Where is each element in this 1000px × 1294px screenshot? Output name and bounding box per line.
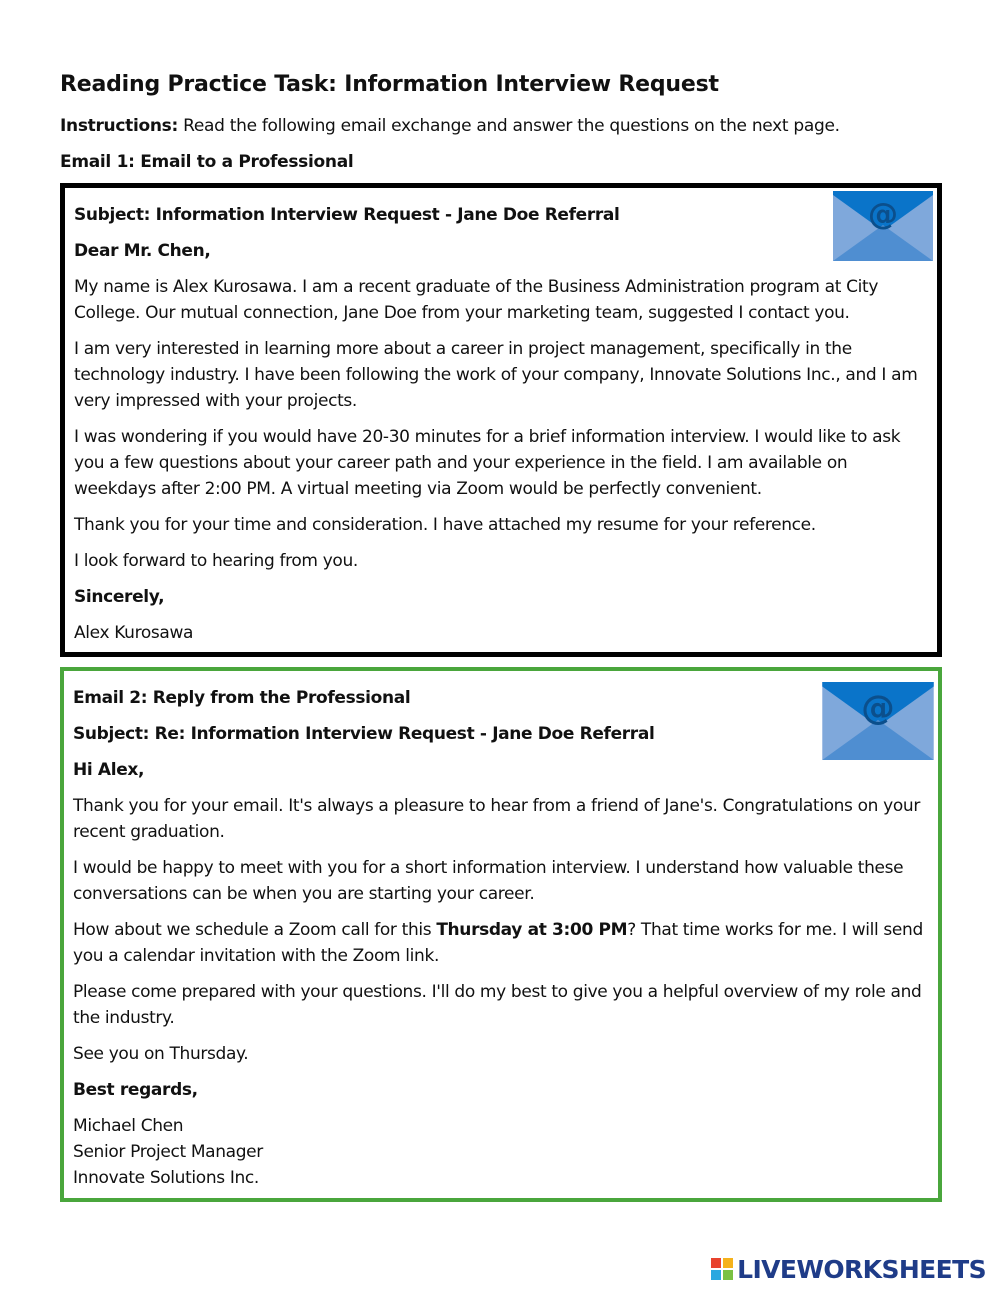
meeting-time: Thursday at 3:00 PM (436, 920, 628, 940)
email2-paragraph3-after: ? That time works for me. I will send you a calendar invitation with the Zoom link. (73, 920, 923, 966)
email-envelope-icon (833, 191, 933, 261)
email2-subject: Subject: Re: Information Interview Request - Jane Doe Referral (73, 724, 655, 744)
email-envelope-icon (822, 682, 934, 760)
svg-text:@: @ (868, 197, 898, 232)
email2-heading: Email 2: Reply from the Professional (73, 688, 411, 708)
signature-company: Innovate Solutions Inc. (73, 1168, 259, 1188)
email1-paragraph: I look forward to hearing from you. (74, 551, 358, 571)
email1-signature: Alex Kurosawa (74, 623, 194, 643)
email1-subject: Subject: Information Interview Request - Jane Doe Referral (74, 205, 620, 225)
liveworksheets-brand: LIVEWORKSHEETS (737, 1254, 986, 1284)
svg-text:@: @ (861, 687, 895, 727)
instructions (60, 116, 840, 136)
email2-closing: Best regards, (73, 1080, 198, 1100)
signature-title: Senior Project Manager (73, 1142, 263, 1162)
email1-paragraph: Thank you for your time and consideration. I have attached my resume for your reference. (74, 515, 816, 535)
email2-paragraph3-before: How about we schedule a Zoom call for this (73, 920, 437, 940)
email1-paragraph: I was wondering if you would have 20-30 minutes for a brief information interview. I would like to ask you a few questions about your career path and your experience in the field. I am available on weekdays after 2:00 PM. A virtual meeting via Zoom would be perfectly convenient. (74, 427, 901, 499)
email2-box (60, 667, 942, 1202)
email2-signature (73, 1113, 929, 1191)
email2-paragraph: Please come prepared with your questions. I'll do my best to give you a helpful overview of my role and the industry. (73, 982, 922, 1028)
signature-name: Michael Chen (73, 1116, 184, 1136)
email2-greeting: Hi Alex, (73, 760, 145, 780)
instructions-label: Instructions: (60, 116, 178, 136)
email2-paragraph (73, 917, 929, 969)
page-title: Reading Practice Task: Information Interview Request (60, 72, 719, 97)
email2-paragraph: Thank you for your email. It's always a pleasure to hear from a friend of Jane's. Congratulations on your recent graduation. (73, 796, 920, 842)
email1-heading: Email 1: Email to a Professional (60, 152, 354, 172)
instructions-text: Read the following email exchange and answer the questions on the next page. (178, 116, 840, 136)
liveworksheets-logo-icon (711, 1258, 733, 1280)
email2-paragraph: See you on Thursday. (73, 1044, 249, 1064)
email2-paragraph: I would be happy to meet with you for a short information interview. I understand how valuable these conversations can be when you are starting your career. (73, 858, 904, 904)
email1-paragraph: I am very interested in learning more about a career in project management, specifically in the technology industry. I have been following the work of your company, Innovate Solutions Inc., and I am very impressed with your projects. (74, 339, 918, 411)
email1-paragraph: My name is Alex Kurosawa. I am a recent graduate of the Business Administration program at City College. Our mutual connection, Jane Doe from your marketing team, suggested I contact you. (74, 277, 879, 323)
email1-greeting: Dear Mr. Chen, (74, 241, 211, 261)
email1-closing: Sincerely, (74, 587, 165, 607)
liveworksheets-logo[interactable] (711, 1252, 986, 1286)
email1-box (60, 183, 942, 657)
